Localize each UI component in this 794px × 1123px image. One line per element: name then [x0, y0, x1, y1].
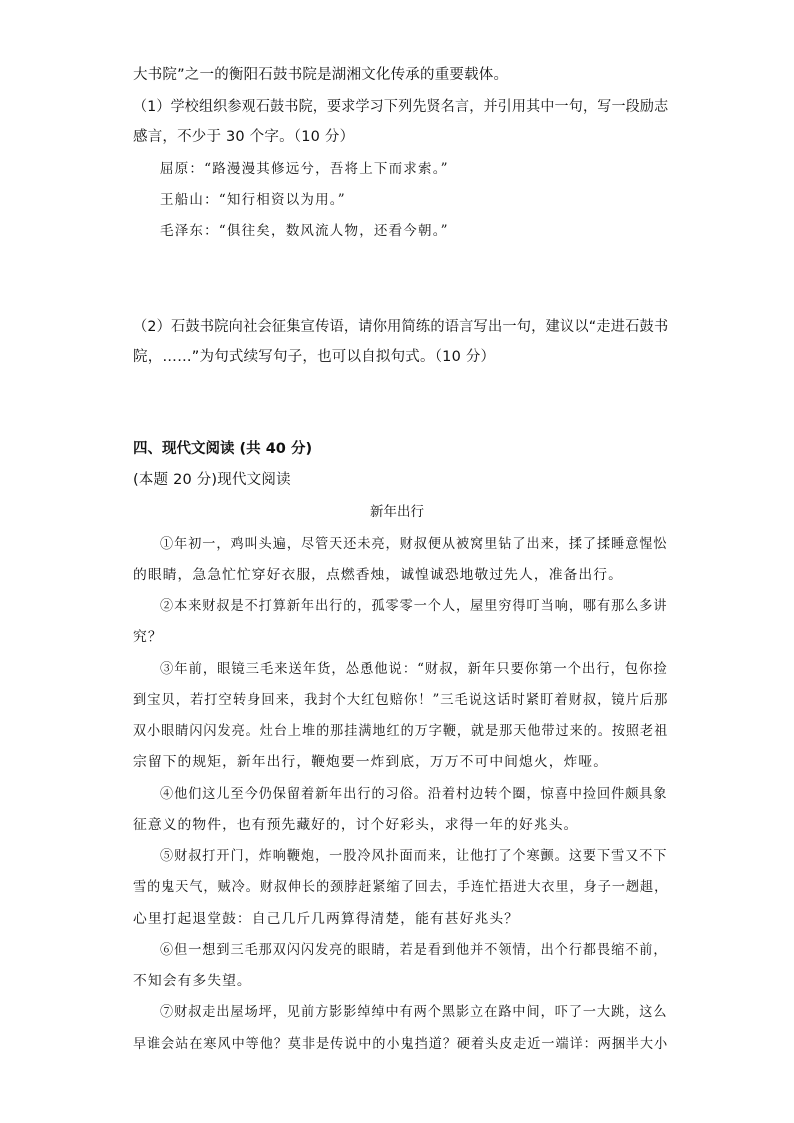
- passage-line: 的眼睛，急急忙忙穿好衣服，点燃香烛，诚惶诚恐地敬过先人，准备出行。: [133, 567, 623, 583]
- passage-line: ⑥但一想到三毛那双闪闪发亮的眼睛，若是看到他并不领情，出个行都畏缩不前，: [160, 942, 668, 958]
- quote-wang-chuanshan: 王船山：“知行相资以为用。”: [160, 192, 346, 208]
- passage-line: 早谁会站在寒风中等他？莫非是传说中的小鬼挡道？硬着头皮走近一端详：两捆半大小: [133, 1036, 669, 1052]
- passage-line: ①年初一，鸡叫头遍，尽管天还未亮，财叔便从被窝里钻了出来，揉了揉睡意惺忪: [160, 536, 668, 552]
- passage-line: ②本来财叔是不打算新年出行的，孤零零一个人，屋里穷得叮当响，哪有那么多讲: [160, 598, 668, 614]
- question-1-line-1: （1）学校组织参观石鼓书院，要求学习下列先贤名言，并引用其中一句，写一段励志: [133, 99, 669, 115]
- quote-mao-zedong: 毛泽东：“俱往矣，数风流人物，还看今朝。”: [160, 223, 449, 239]
- section-heading: 四、现代文阅读 (共 40 分): [133, 441, 313, 457]
- passage-line: ⑦财叔走出屋场坪，见前方影影绰绰中有两个黑影立在路中间，吓了一大跳，这么: [160, 1004, 668, 1020]
- question-1-line-2: 感言，不少于 30 个字。（10 分）: [133, 129, 355, 145]
- passage-line: 究？: [133, 629, 163, 645]
- passage-line: 心里打起退堂鼓：自己几斤几两算得清楚，能有甚好兆头？: [133, 911, 520, 927]
- section-subheading: (本题 20 分)现代文阅读: [133, 472, 291, 488]
- passage-line: 雪的鬼天气，贼冷。财叔伸长的颈脖赶紧缩了回去，手连忙捂进大衣里，身子一趔趄，: [133, 879, 669, 895]
- passage-line: ⑤财叔打开门，炸响鞭炮，一股冷风扑面而来，让他打了个寒颤。这要下雪又不下: [160, 848, 668, 864]
- quote-qu-yuan: 屈原：“路漫漫其修远兮，吾将上下而求索。”: [160, 161, 449, 177]
- passage-line: ③年前，眼镜三毛来送年货，怂恿他说：“财叔，新年只要你第一个出行，包你捡: [160, 661, 668, 677]
- passage-line: 到宝贝，若打空转身回来，我封个大红包赔你！”三毛说这话时紧盯着财叔，镜片后那: [133, 692, 669, 708]
- passage-line: ④他们这儿至今仍保留着新年出行的习俗。沿着村边转个圈，惊喜中捡回件颇具象: [160, 786, 668, 802]
- passage-line: 宗留下的规矩，新年出行，鞭炮要一炸到底，万万不可中间熄火，炸哑。: [133, 754, 609, 770]
- question-2-line-2: 院，……”为句式续写句子，也可以自拟句式。（10 分）: [133, 349, 496, 365]
- question-2-line-1: （2）石鼓书院向社会征集宣传语，请你用简练的语言写出一句，建议以“走进石鼓书: [133, 319, 669, 335]
- passage-line: 双小眼睛闪闪发亮。灶台上堆的那挂满地红的万字鞭，就是那天他带过来的。按照老祖: [133, 723, 669, 739]
- passage-title: 新年出行: [370, 504, 424, 520]
- passage-line: 不知会有多失望。: [133, 973, 252, 989]
- passage-line: 征意义的物件，也有预先藏好的，讨个好彩头，求得一年的好兆头。: [133, 817, 579, 833]
- intro-line: 大书院”之一的衡阳石鼓书院是湖湘文化传承的重要载体。: [133, 67, 509, 83]
